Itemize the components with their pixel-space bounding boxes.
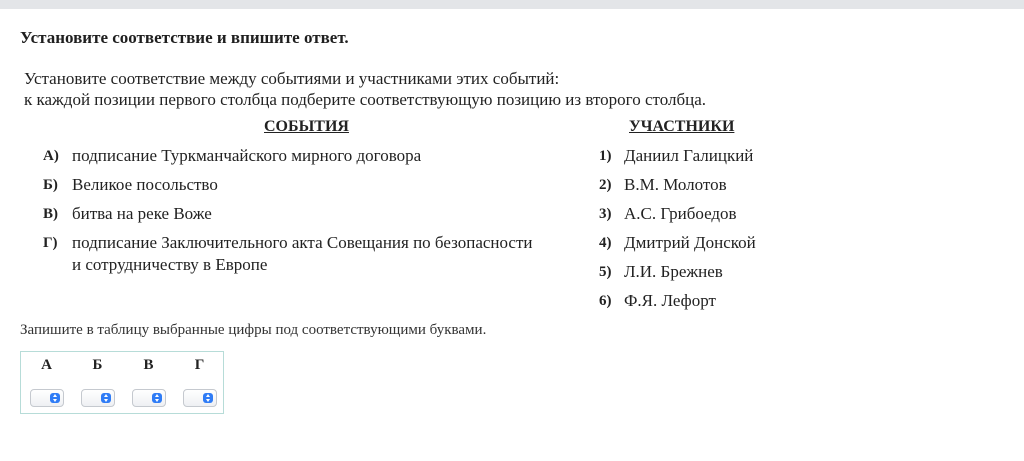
participants-heading: УЧАСТНИКИ bbox=[629, 118, 735, 135]
event-marker: А) bbox=[43, 148, 59, 164]
event-text: подписание Туркманчайского мирного договора bbox=[72, 146, 422, 165]
answer-select-g[interactable] bbox=[183, 389, 217, 407]
participant-text: Ф.Я. Лефорт bbox=[624, 291, 716, 310]
answer-column-label: Г bbox=[194, 357, 205, 373]
answer-column-label: А bbox=[41, 357, 52, 373]
instructions-line-2: к каждой позиции первого столбца подберите соответствующую позицию из второго столбца. bbox=[24, 90, 707, 109]
answer-column-g bbox=[174, 352, 225, 413]
participant-marker: 5) bbox=[599, 264, 612, 280]
participant-marker: 2) bbox=[599, 177, 612, 193]
events-heading: СОБЫТИЯ bbox=[264, 118, 349, 135]
participant-text: Дмитрий Донской bbox=[624, 233, 756, 252]
event-text-continued: и сотрудничеству в Европе bbox=[72, 255, 268, 274]
participant-marker: 4) bbox=[599, 235, 612, 251]
participant-text: Л.И. Брежнев bbox=[624, 262, 723, 281]
answer-column-label: Б bbox=[92, 357, 103, 373]
event-marker: Б) bbox=[43, 177, 58, 193]
answer-column-label: В bbox=[143, 357, 154, 373]
participant-text: В.М. Молотов bbox=[624, 175, 727, 194]
event-marker: Г) bbox=[43, 235, 58, 251]
task-title: Установите соответствие и впишите ответ. bbox=[20, 28, 349, 47]
select-arrows-icon bbox=[203, 393, 213, 403]
answer-table bbox=[20, 351, 224, 414]
select-arrows-icon bbox=[50, 393, 60, 403]
event-marker: В) bbox=[43, 206, 58, 222]
event-text: битва на реке Воже bbox=[72, 204, 212, 223]
answer-select-v[interactable] bbox=[132, 389, 166, 407]
answer-instruction: Запишите в таблицу выбранные цифры под соответствующими буквами. bbox=[20, 322, 487, 338]
answer-column-b bbox=[72, 352, 123, 413]
select-arrows-icon bbox=[101, 393, 111, 403]
task-instructions bbox=[24, 68, 706, 110]
instructions-line-1: Установите соответствие между событиями и участниками этих событий: bbox=[24, 69, 560, 88]
participant-marker: 1) bbox=[599, 148, 612, 164]
answer-column-v bbox=[123, 352, 174, 413]
participant-marker: 3) bbox=[599, 206, 612, 222]
event-text: подписание Заключительного акта Совещания по безопасности bbox=[72, 233, 533, 252]
select-arrows-icon bbox=[152, 393, 162, 403]
top-bar bbox=[0, 0, 1024, 9]
answer-column-a bbox=[21, 352, 72, 413]
participant-text: А.С. Грибоедов bbox=[624, 204, 737, 223]
answer-select-a[interactable] bbox=[30, 389, 64, 407]
participant-text: Даниил Галицкий bbox=[624, 146, 754, 165]
answer-select-b[interactable] bbox=[81, 389, 115, 407]
participant-marker: 6) bbox=[599, 293, 612, 309]
event-text: Великое посольство bbox=[72, 175, 218, 194]
